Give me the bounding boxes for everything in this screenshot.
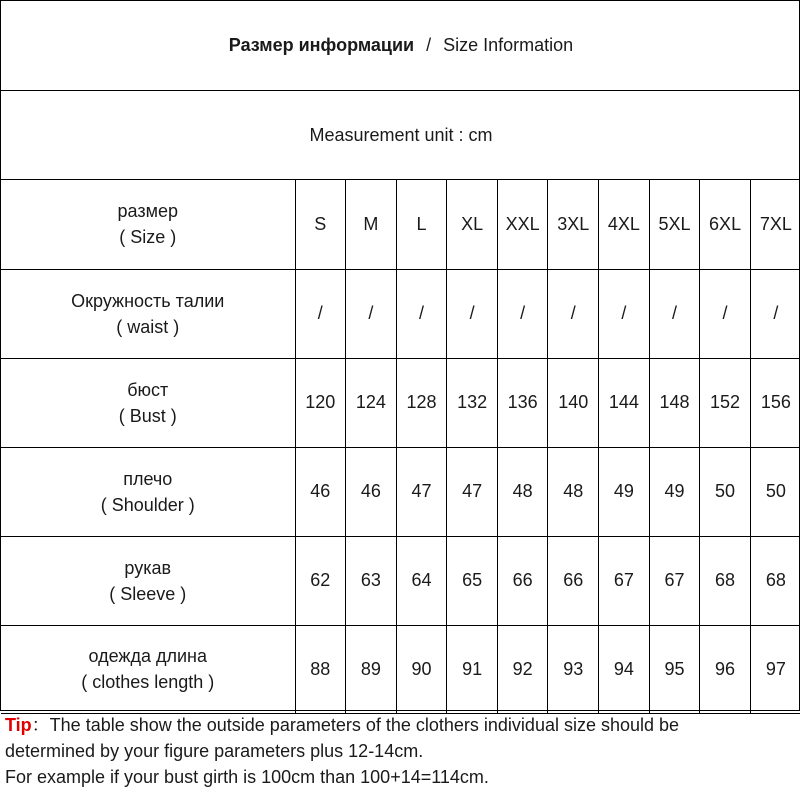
row-label-en: ( Sleeve ) [109,583,187,604]
row-label [1,180,295,269]
chart-title [1,1,800,91]
table-cell: 47 [447,447,498,536]
table-cell: / [346,269,397,358]
table-row [1,536,800,625]
table-cell: XL [447,180,498,269]
table-cell: 66 [548,536,599,625]
table-cell: / [497,269,548,358]
table-cell: 66 [497,536,548,625]
row-label-en: ( waist ) [116,316,180,337]
size-table [1,180,800,714]
table-cell: / [396,269,447,358]
row-label-ru: размер [117,201,178,222]
table-cell: 97 [750,625,800,713]
row-label-ru: рукав [124,557,172,578]
row-label-en: ( Size ) [119,227,177,248]
table-cell: 46 [346,447,397,536]
row-label [1,625,295,713]
row-label-ru: бюст [127,379,169,400]
table-cell: 49 [599,447,650,536]
table-cell: / [295,269,346,358]
table-cell: 94 [599,625,650,713]
table-cell: 136 [497,358,548,447]
table-cell: 148 [649,358,700,447]
measurement-unit: Measurement unit : cm [1,91,800,180]
row-label [1,447,295,536]
table-cell: 128 [396,358,447,447]
table-cell: 93 [548,625,599,713]
table-cell: 50 [700,447,751,536]
table-cell: / [599,269,650,358]
table-cell: / [750,269,800,358]
table-cell: 67 [649,536,700,625]
tip-line-1 [5,712,797,738]
row-label-en: ( Shoulder ) [100,494,195,515]
table-cell: 50 [750,447,800,536]
table-row [1,358,800,447]
table-cell: 144 [599,358,650,447]
table-cell: 89 [346,625,397,713]
table-cell: 49 [649,447,700,536]
row-label [1,358,295,447]
table-cell: 152 [700,358,751,447]
table-row [1,180,800,269]
tip-colon: ： [31,715,50,735]
table-cell: 47 [396,447,447,536]
table-row [1,269,800,358]
tip-line-3: For example if your bust girth is 100cm than 100+14=114cm. [5,767,489,787]
table-cell: 63 [346,536,397,625]
table-cell: 7XL [750,180,800,269]
table-cell: 4XL [599,180,650,269]
table-cell: 48 [548,447,599,536]
table-cell: 92 [497,625,548,713]
row-label-en: ( Bust ) [118,405,177,426]
tip-note [5,712,797,790]
table-cell: 140 [548,358,599,447]
table-cell: 91 [447,625,498,713]
row-label [1,536,295,625]
table-cell: 68 [700,536,751,625]
table-row [1,447,800,536]
table-cell: L [396,180,447,269]
title-separator: / [426,35,432,55]
table-cell: / [649,269,700,358]
table-cell: 46 [295,447,346,536]
table-cell: / [548,269,599,358]
table-cell: 67 [599,536,650,625]
table-cell: 96 [700,625,751,713]
table-cell: 156 [750,358,800,447]
table-cell: 62 [295,536,346,625]
table-cell: 6XL [700,180,751,269]
table-cell: 124 [346,358,397,447]
row-label-ru: одежда длина [88,646,207,666]
table-cell: 3XL [548,180,599,269]
table-cell: S [295,180,346,269]
tip-text-1: The table show the outside parameters of the clothers individual size should be [49,715,680,735]
title-english: Size Information [443,35,574,55]
table-cell: 132 [447,358,498,447]
row-label-ru: Окружность талии [71,290,225,311]
table-cell: 120 [295,358,346,447]
table-cell: 65 [447,536,498,625]
table-cell: 48 [497,447,548,536]
table-cell: XXL [497,180,548,269]
table-cell: / [700,269,751,358]
row-label-en: ( clothes length ) [81,672,215,692]
table-cell: 5XL [649,180,700,269]
table-cell: 88 [295,625,346,713]
table-cell: M [346,180,397,269]
table-row [1,625,800,713]
table-cell: 64 [396,536,447,625]
table-cell: 90 [396,625,447,713]
title-russian: Размер информации [228,35,415,55]
table-cell: / [447,269,498,358]
table-cell: 68 [750,536,800,625]
tip-line-2: determined by your figure parameters plus 12-14cm. [5,741,424,761]
table-cell: 95 [649,625,700,713]
row-label-ru: плечо [123,468,173,489]
tip-label: Tip [5,715,32,735]
row-label [1,269,295,358]
